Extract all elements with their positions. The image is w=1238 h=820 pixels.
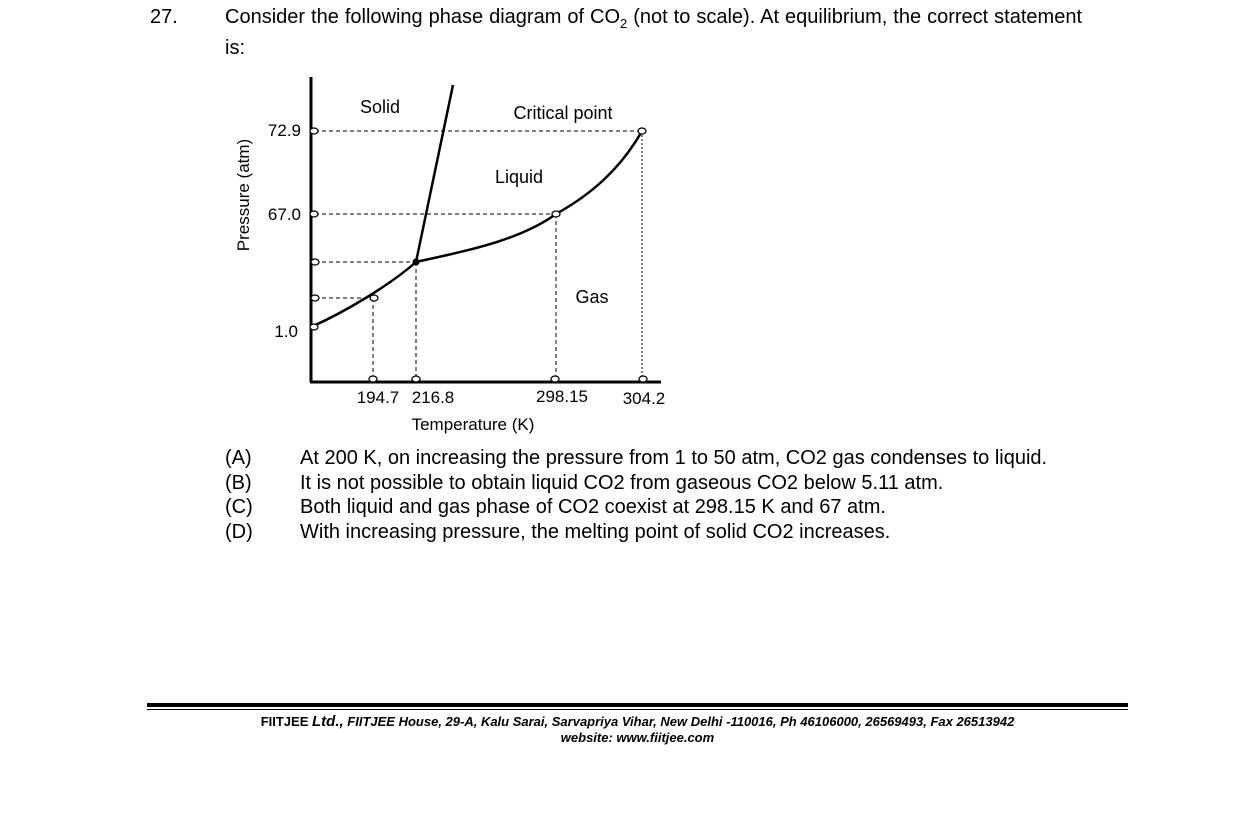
option-d-label: (D): [225, 521, 253, 543]
y-axis-title: Pressure (atm): [234, 138, 253, 252]
critical-point-label: Critical point: [513, 103, 613, 123]
y-tick-72-9: 72.9: [267, 121, 301, 140]
x-tick-216: 216.8: [411, 388, 455, 407]
option-a-text: At 200 K, on increasing the pressure from 1 to 50 atm, CO2 gas condenses to liquid.: [300, 447, 1048, 469]
x-tick-298: 298.15: [536, 387, 588, 406]
marker-y-67: [310, 211, 318, 217]
marker-y-1: [310, 324, 318, 330]
vaporization-curve: [416, 131, 642, 262]
x-axis-title: Temperature (K): [411, 415, 535, 434]
footer-brand: FIITJEE: [260, 714, 309, 729]
question-subscript: 2: [620, 16, 628, 31]
sublimation-curve: [311, 262, 416, 327]
melting-curve: [416, 85, 453, 262]
footer: [147, 714, 1128, 746]
option-b-label: (B): [225, 472, 252, 494]
marker-sublimation-point: [370, 295, 378, 301]
footer-website: website: www.fiitjee.com: [560, 730, 715, 745]
option-a-label: (A): [225, 447, 252, 469]
question-number: 27.: [150, 6, 178, 28]
marker-x-216: [412, 376, 420, 382]
question-text-part1: Consider the following phase diagram of CO: [225, 6, 621, 28]
marker-298-point: [552, 211, 560, 217]
option-d-text: With increasing pressure, the melting point of solid CO2 increases.: [300, 521, 891, 543]
option-c-text: Both liquid and gas phase of CO2 coexist at 298.15 K and 67 atm.: [300, 496, 886, 518]
marker-x-304: [639, 376, 647, 382]
footer-rule-thin: [147, 709, 1128, 710]
marker-y-72-9: [310, 128, 318, 134]
option-c-label: (C): [225, 496, 253, 518]
question-text-part2: (not to scale). At equilibrium, the correct statement is:: [225, 6, 1082, 59]
marker-x-194: [369, 376, 377, 382]
option-b-text: It is not possible to obtain liquid CO2 from gaseous CO2 below 5.11 atm.: [300, 472, 944, 494]
footer-ltd: Ltd.,: [312, 713, 344, 730]
x-tick-194: 194.7: [356, 388, 400, 407]
region-solid-label: Solid: [359, 97, 401, 117]
marker-triple-point: [413, 259, 420, 266]
marker-y-triple: [311, 259, 319, 265]
y-tick-1: 1.0: [274, 322, 298, 341]
footer-address: FIITJEE House, 29-A, Kalu Sarai, Sarvapriya Vihar, New Delhi -110016, Ph 46106000, 26569493, Fax 26513942: [347, 714, 1015, 729]
x-tick-304: 304.2: [622, 389, 666, 408]
y-tick-67: 67.0: [267, 205, 301, 224]
region-liquid-label: Liquid: [494, 167, 544, 187]
marker-critical-point: [638, 128, 646, 134]
footer-rule-thick: [147, 703, 1128, 707]
guide-lines: [315, 131, 642, 378]
marker-x-298: [551, 376, 559, 382]
footer-address-line: [147, 714, 1128, 730]
marker-y-sublimation: [311, 295, 319, 301]
region-gas-label: Gas: [575, 287, 609, 307]
markers: [310, 128, 647, 382]
